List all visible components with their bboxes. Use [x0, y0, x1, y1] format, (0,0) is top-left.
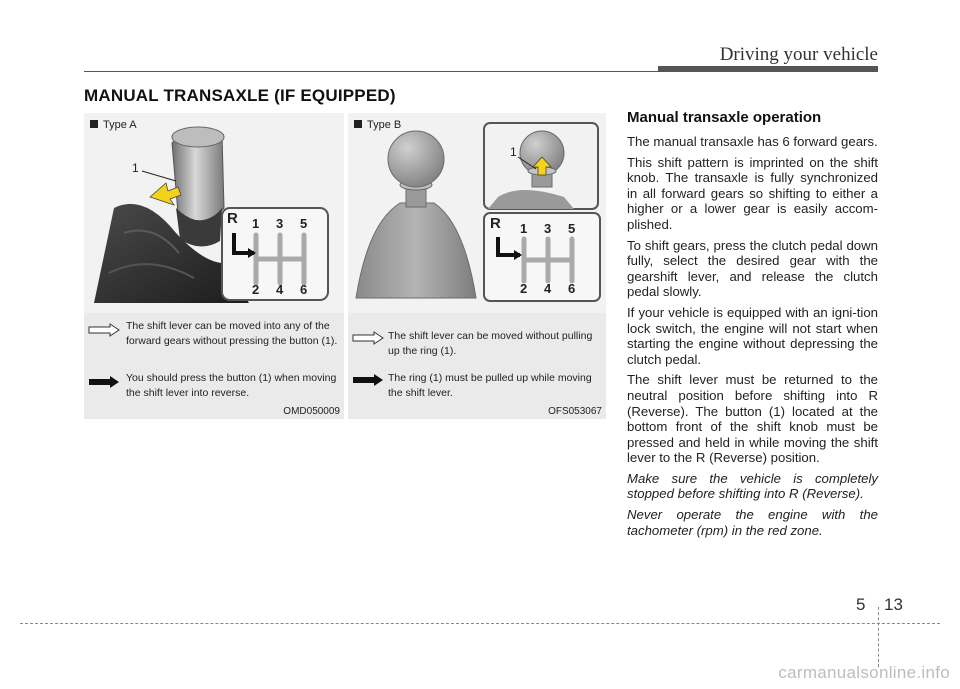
gear-2-b: 2: [520, 281, 528, 296]
subheading: Manual transaxle operation: [627, 109, 822, 126]
paragraph-4: If your vehicle is equipped with an igni-tion lock switch, the engine will not start when starting the engine without depressing the clutch pedal.: [627, 304, 878, 367]
panel-type-a-label: Type A: [90, 119, 137, 131]
page-number: 13: [884, 595, 903, 614]
paragraph-2: This shift pattern is imprinted on the shift knob. The transaxle is fully synchronized in all forward gears so shifting to either a higher or a lower gear is easily accom-plished.: [627, 154, 878, 232]
panel-type-a: [84, 113, 344, 419]
note-area-a: [84, 313, 344, 419]
figure-box: [84, 113, 606, 419]
gear-3-b: 3: [544, 221, 552, 236]
gear-6-a: 6: [300, 282, 308, 297]
gear-5-a: 5: [300, 216, 308, 231]
paragraph-3: To shift gears, press the clutch pedal down fully, select the desired gear with the gearshift lever, and release the clutch pedal slowly.: [627, 237, 878, 300]
note-b-2: The ring (1) must be pulled up while moving the shift lever.: [388, 372, 592, 399]
callout-leader-a: [142, 171, 176, 181]
gear-5-b: 5: [568, 221, 576, 236]
header-title: Driving your vehicle: [719, 44, 878, 65]
note-a-1: The shift lever can be moved into any of the forward gears without pressing the button (1).: [126, 320, 338, 347]
paragraph-1: The manual transaxle has 6 forward gears.: [627, 134, 878, 149]
outline-arrow-icon: [88, 323, 120, 337]
header-rule-accent: [658, 66, 878, 71]
paragraph-5: The shift lever must be returned to the neutral position before shifting into R (Reverse). The button (1) located at the bottom front of the shift knob must be pressed and held in while moving the shift lever to the R (Reverse) position.: [627, 372, 878, 466]
note-a-2: You should press the button (1) when moving the shift lever into reverse.: [126, 372, 337, 399]
gear-4-a: 4: [276, 282, 284, 297]
image-code-b: OFS053067: [548, 406, 602, 417]
gear-r-a: R: [227, 210, 238, 227]
outline-arrow-icon: [352, 331, 384, 345]
gear-1-a: 1: [252, 216, 260, 231]
footer-divider: [878, 607, 879, 667]
solid-arrow-icon: [88, 375, 120, 389]
watermark: carmanualsonline.info: [778, 663, 950, 682]
caution-paragraph-1: Make sure the vehicle is completely stopped before shifting into R (Reverse).: [627, 470, 878, 502]
panel-type-b: [348, 113, 606, 419]
callout-number-b: 1: [510, 145, 517, 159]
content-column: [627, 109, 878, 543]
solid-arrow-icon: [352, 373, 384, 387]
image-code-a: OMD050009: [283, 406, 340, 417]
chapter-number: 5: [856, 595, 866, 614]
section-heading: MANUAL TRANSAXLE (IF EQUIPPED): [84, 86, 396, 105]
footer-rule: [20, 623, 940, 624]
gear-2-a: 2: [252, 282, 260, 297]
note-b-1: The shift lever can be moved without pulling up the ring (1).: [388, 330, 593, 357]
gear-r-b: R: [490, 215, 501, 232]
panel-type-b-label: Type B: [354, 119, 401, 131]
note-area-b: [348, 313, 606, 419]
gear-3-a: 3: [276, 216, 284, 231]
gear-4-b: 4: [544, 281, 552, 296]
gear-6-b: 6: [568, 281, 576, 296]
header-rule: [84, 71, 878, 72]
gear-1-b: 1: [520, 221, 528, 236]
caution-paragraph-2: Never operate the engine with the tachometer (rpm) in the red zone.: [627, 507, 878, 538]
callout-number-a: 1: [132, 161, 139, 175]
